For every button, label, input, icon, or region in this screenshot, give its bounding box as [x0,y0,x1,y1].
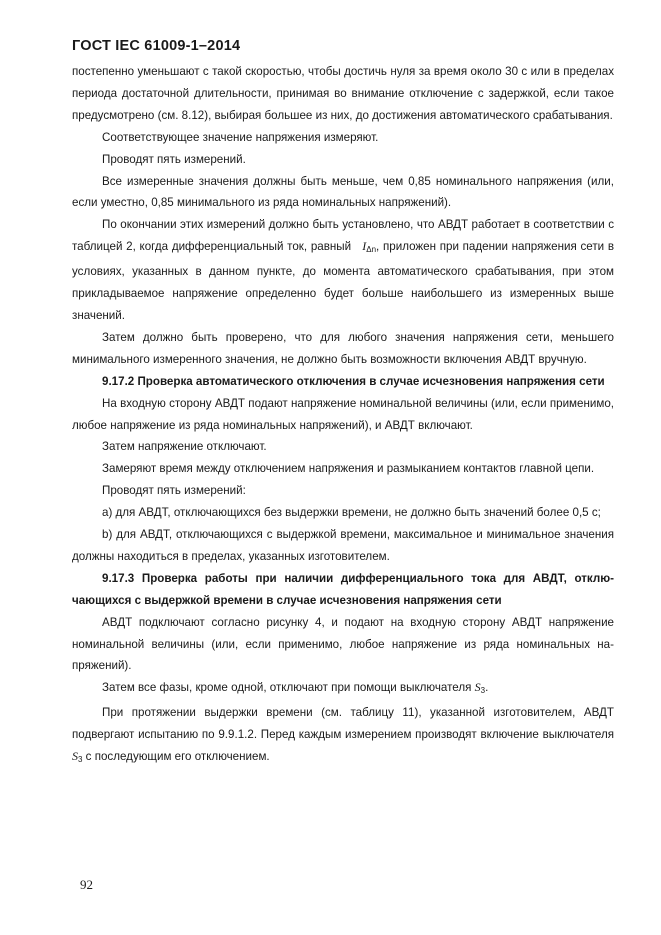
page-number: 92 [80,877,93,892]
switch-symbol: S [72,749,78,764]
residual-current-subscript: Δn [366,245,377,255]
paragraph-with-symbol [72,214,614,327]
paragraph: Все измеренные значения должны быть меньше, чем 0,85 номинального напряжения (или, если уместно, 0,85 минимального из ряда номинальных напряжений). [72,174,614,210]
paragraph: Проводят пять измерений: [102,484,246,498]
section-heading-9-17-3: 9.17.3 Проверка работы при наличии дифференциального тока для АВДТ, отключающихся с выдержкой времени в случае исчезновения напряжения сети [72,571,614,607]
paragraph: Замеряют время между отключением напряжения и размыканием контактов главной цепи. [102,462,595,476]
paragraph-text: При протяжении выдержки времени (см. таблицу 11), указанной изготовителем, АВДТ подвергают испытанию по 9.9.1.2. Перед каждым измерением производят включение выключателя [72,706,614,742]
paragraph: постепенно уменьшают с такой скоростью, чтобы достичь нуля за время около 30 с или в пределах периода достаточной длительности, принимая во внимание отключение с задержкой, если такое предусмотрено (см. 8.12), выбирая большее из них, до достижения автоматического срабатывания. [72,65,614,122]
list-item-a: а) для АВДТ, отключающихся без выдержки времени, не должно быть значений более 0,5 с; [102,506,601,520]
list-item-b: b) для АВДТ, отключающихся с выдержкой времени, максимальное и минимальное значения должны находиться в пределах, указанных изготовителем. [72,528,614,563]
paragraph-text: По окончании этих измерений должно быть установлено, что АВДТ работает в соответствии с таблицей 2, когда дифференциальный ток, равный [72,218,614,254]
paragraph-with-symbol [72,677,614,702]
paragraph-with-symbol [72,702,614,771]
paragraph-text: . [485,681,489,695]
paragraph-text: , приложен при падении напряжения сети в условиях, указанных в данном пункте, до момента автоматического срабатывания, при этом прикладываемое напряжение определенно будет больше наибольшего из измеренных выше значений. [72,240,614,322]
paragraph-text: с последующим его отключением. [82,750,270,764]
document-header: ГОСТ IEC 61009-1–2014 [72,38,241,54]
switch-subscript: 3 [78,755,83,765]
paragraph: Затем должно быть проверено, что для любого значения напряжения сети, меньшего минимального измеренного значения, не должно быть возможности включения АВДТ вручную. [72,330,614,366]
document-body [72,61,614,771]
paragraph: На входную сторону АВДТ подают напряжение номинальной величины (или, если применимо, любое напряжение из ряда номинальных напряжений), и АВДТ включают. [72,396,614,432]
section-heading-9-17-2: 9.17.2 Проверка автоматического отключения в случае исчезновения напряжения сети [102,374,605,388]
switch-subscript: 3 [480,686,486,696]
residual-current-symbol: I [362,239,367,254]
switch-symbol: S [474,680,481,695]
paragraph-text: Затем все фазы, кроме одной, отключают при помощи выключателя [102,681,472,695]
paragraph: Затем напряжение отключают. [102,440,267,454]
paragraph: Проводят пять измерений. [102,152,246,166]
paragraph: Соответствующее значение напряжения измеряют. [102,130,379,144]
paragraph: АВДТ подключают согласно рисунку 4, и подают на входную сторону АВДТ напряжение номинальной величины (или, если применимо, любое напряжение из ряда номинальных напряжений). [72,615,614,673]
